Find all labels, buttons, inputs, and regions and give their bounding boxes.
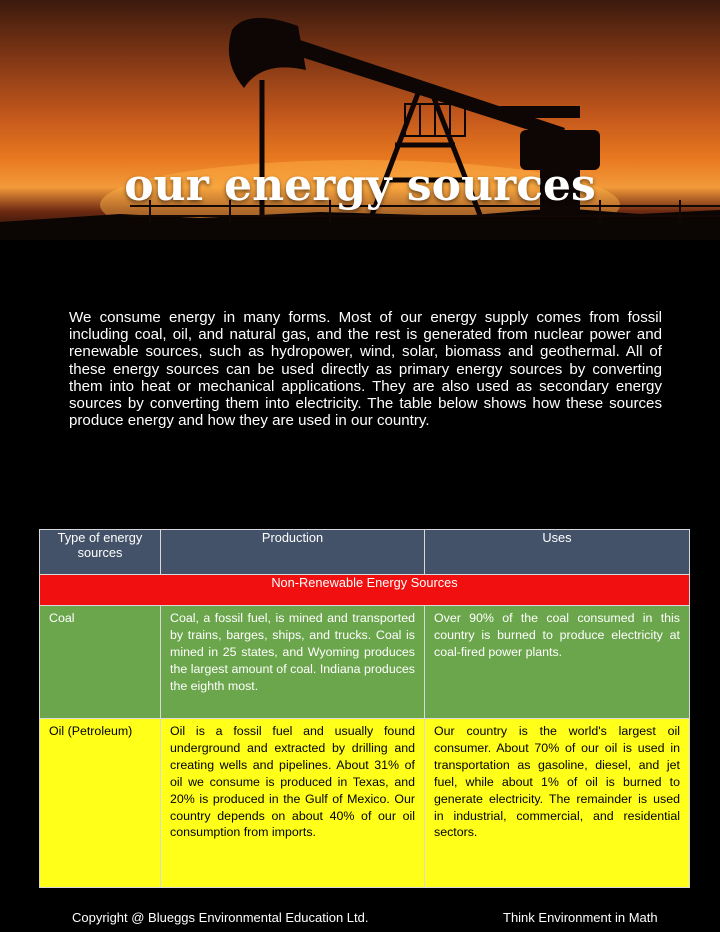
energy-sources-table <box>39 529 690 888</box>
footer-tagline: Think Environment in Math <box>503 910 658 925</box>
row-production: Coal, a fossil fuel, is mined and transported by trains, barges, ships, and trucks. Coal is mined in 25 states, and Wyoming produces the largest amount of coal. Indiana produces the eighth most. <box>170 611 415 693</box>
page-title: our energy sources <box>124 160 596 211</box>
row-type: Coal <box>49 611 75 625</box>
table-header-row <box>40 530 690 575</box>
row-production: Oil is a fossil fuel and usually found underground and extracted by drilling and creating wells and pipelines. About 31% of oil we consume is produced in Texas, and 20% is produced in the Gulf of Mexico. Our country depends on about 40% of our oil consumption from imports. <box>170 724 415 840</box>
footer-copyright: Copyright @ Blueggs Environmental Education Ltd. <box>72 910 369 925</box>
header-production: Production <box>161 530 425 575</box>
section-label: Non-Renewable Energy Sources <box>40 575 690 606</box>
row-uses: Our country is the world's largest oil consumer. About 70% of our oil is used in transportation as gasoline, diesel, and jet fuel, while about 1% of oil is burned to generate electricity. The remainder is used in industrial, commercial, and residential sectors. <box>434 724 680 840</box>
table-row <box>40 606 690 719</box>
table-row <box>40 719 690 888</box>
header-type: Type of energy sources <box>40 530 161 575</box>
intro-paragraph: We consume energy in many forms. Most of our energy supply comes from fossil including coal, oil, and natural gas, and the rest is generated from nuclear power and renewable sources, such as hydropower, wind, solar, biomass and geothermal. All of these energy sources can be used directly as primary energy sources by converting them into heat or mechanical applications. They are also used as secondary energy sources by converting them into electricity. The table below shows how these sources produce energy and how they are used in our country. <box>69 309 662 430</box>
hero-banner <box>0 0 720 240</box>
row-uses: Over 90% of the coal consumed in this country is burned to produce electricity at coal-fired power plants. <box>434 611 680 659</box>
row-type: Oil (Petroleum) <box>49 724 133 738</box>
section-row <box>40 575 690 606</box>
header-uses: Uses <box>425 530 690 575</box>
